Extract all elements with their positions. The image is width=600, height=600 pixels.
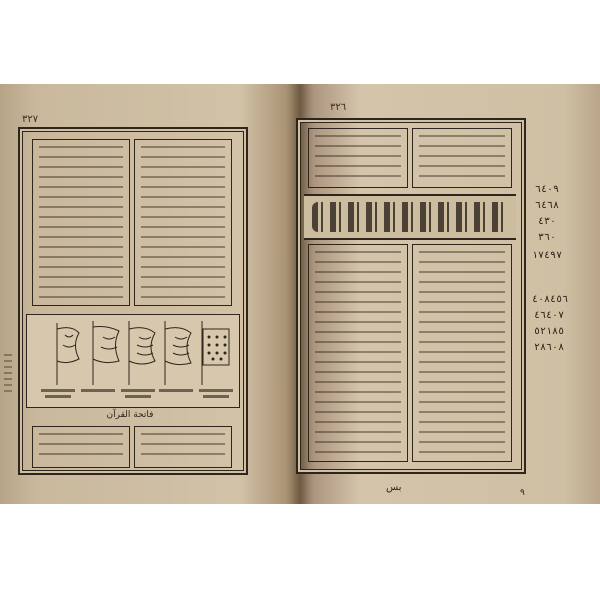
left-text-column-d bbox=[134, 426, 232, 468]
right-text-column-c bbox=[308, 244, 408, 462]
left-page-frame bbox=[18, 127, 248, 475]
heading-text bbox=[304, 196, 516, 238]
margin-note-6: ٤٠٨٤٥٦ bbox=[532, 294, 569, 305]
margin-note-5: ١٧٤٩٧ bbox=[532, 250, 563, 261]
margin-note-4: ٣٦٠ bbox=[538, 232, 557, 243]
right-page-number: ٣٢٦ bbox=[330, 102, 347, 113]
left-page-number: ٣٢٧ bbox=[22, 114, 39, 125]
flags-illustration bbox=[26, 314, 240, 408]
left-text-column-a bbox=[32, 139, 130, 306]
flags-drawing bbox=[27, 315, 239, 407]
left-text-column-c bbox=[32, 426, 130, 468]
right-text-column-a bbox=[308, 128, 408, 188]
margin-note-1: ٦٤٠٩ bbox=[535, 184, 560, 195]
folio-mark: ٩ bbox=[520, 488, 525, 498]
right-text-column-b bbox=[412, 128, 512, 188]
left-margin-marks bbox=[4, 354, 12, 394]
catchword: بس bbox=[386, 482, 402, 493]
margin-note-9: ٢٨٦٠٨ bbox=[534, 342, 565, 353]
margin-note-7: ٤٦٤٠٧ bbox=[534, 310, 565, 321]
heading-band bbox=[304, 194, 516, 240]
left-section-heading: فاتحة القرآن bbox=[106, 410, 154, 420]
open-manuscript bbox=[0, 84, 600, 504]
left-text-column-b bbox=[134, 139, 232, 306]
margin-note-3: ٤٣٠ bbox=[538, 216, 557, 227]
right-page-frame bbox=[296, 118, 526, 474]
right-text-column-d bbox=[412, 244, 512, 462]
margin-note-2: ٦٤٦٨ bbox=[535, 200, 560, 211]
margin-note-8: ٥٢١٨٥ bbox=[534, 326, 565, 337]
